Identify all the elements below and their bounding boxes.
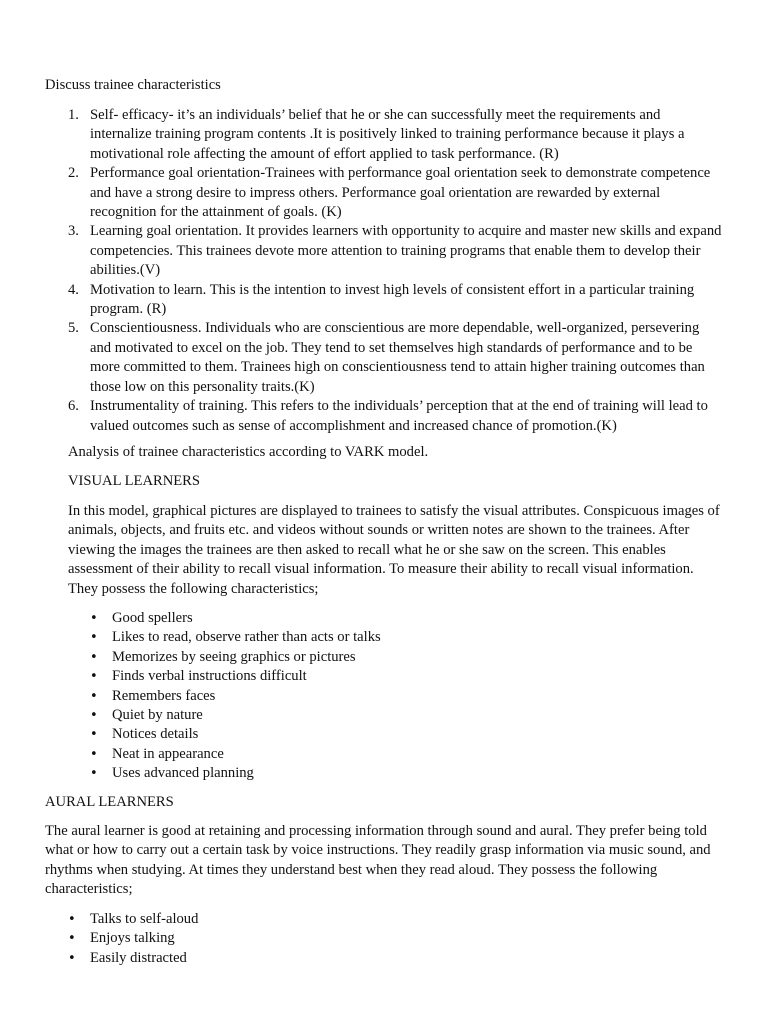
- list-number: 5.: [68, 320, 79, 337]
- bullet-item: • Enjoys talking: [68, 929, 668, 948]
- visual-learners-heading: VISUAL LEARNERS: [68, 473, 201, 489]
- characteristics-list: [68, 106, 723, 436]
- bullet-item: • Remembers faces: [90, 687, 690, 706]
- list-item-text: Learning goal orientation. It provides learners with opportunity to acquire and master new skills and expand competencies. This trainees devote more attention to training programs that enable them to develop their abilities.(V): [90, 223, 722, 279]
- list-item: [68, 319, 723, 397]
- list-item: [68, 281, 723, 320]
- list-item: [68, 106, 723, 164]
- bullet-item: • Likes to read, observe rather than acts or talks: [90, 628, 690, 647]
- bullet-item: • Neat in appearance: [90, 745, 690, 764]
- list-item-text: Self- efficacy- it’s an individuals’ belief that he or she can successfully meet the requirements and internalize training program contents .It is positively linked to training performance because it plays a motivational role affecting the amount of effort applied to task performance. (R): [90, 107, 685, 162]
- aural-learners-paragraph: The aural learner is good at retaining and processing information through sound and aural. They prefer being told what or how to carry out a certain task by voice instructions. They readily grasp information via music sound, and rhythms when studying. At times they understand best when they read aloud. They possess the following characteristics;: [45, 823, 711, 898]
- list-item: [68, 164, 723, 222]
- list-number: 4.: [68, 281, 79, 298]
- bullet-item: • Uses advanced planning: [90, 764, 690, 783]
- bullet-item: • Good spellers: [90, 609, 690, 628]
- bullet-item: • Notices details: [90, 725, 690, 744]
- visual-learners-paragraph: In this model, graphical pictures are displayed to trainees to satisfy the visual attributes. Conspicuous images of animals, objects, and fruits etc. and videos without sounds or written notes are shown to the trainees. After viewing the images the trainees are then asked to recall what he or she saw on the screen. This enables assessment of their ability to recall visual information. To measure their ability to recall visual information. They possess the following characteristics;: [68, 503, 720, 597]
- list-item: [68, 397, 723, 436]
- list-number: 3.: [68, 223, 79, 240]
- bullet-item: • Memorizes by seeing graphics or pictures: [90, 648, 690, 667]
- bullet-item: • Finds verbal instructions difficult: [90, 667, 690, 686]
- document-title: Discuss trainee characteristics: [45, 77, 221, 93]
- list-item-text: Instrumentality of training. This refers to the individuals’ perception that at the end of training will lead to valued outcomes such as sense of accomplishment and increased chance of promotion.(K): [90, 398, 708, 434]
- list-item-text: Performance goal orientation-Trainees with performance goal orientation seek to demonstrate competence and have a strong desire to impress others. Performance goal orientation are rewarded by external recognition for the attainment of goals. (K): [90, 165, 711, 221]
- list-item-text: Motivation to learn. This is the intention to invest high levels of consistent effort in a particular training program. (R): [90, 281, 695, 318]
- list-number: 6.: [68, 398, 79, 415]
- bullet-item: • Quiet by nature: [90, 706, 690, 725]
- list-number: 1.: [68, 107, 79, 123]
- list-number: 2.: [68, 165, 79, 182]
- aural-characteristics-list: [68, 910, 668, 968]
- aural-learners-heading: AURAL LEARNERS: [45, 794, 174, 810]
- visual-characteristics-list: [90, 609, 690, 784]
- list-item-text: Conscientiousness. Individuals who are conscientious are more dependable, well-organized, persevering and motivated to excel on the job. They tend to set themselves high standards of performance and to be more committed to them. Trainees high on conscientiousness tend to attain higher training outcomes than those low on this personality traits.(K): [90, 320, 705, 395]
- list-item: [68, 222, 723, 280]
- analysis-intro: Analysis of trainee characteristics according to VARK model.: [68, 444, 429, 460]
- bullet-item: • Easily distracted: [68, 949, 668, 968]
- bullet-item: • Talks to self-aloud: [68, 910, 668, 929]
